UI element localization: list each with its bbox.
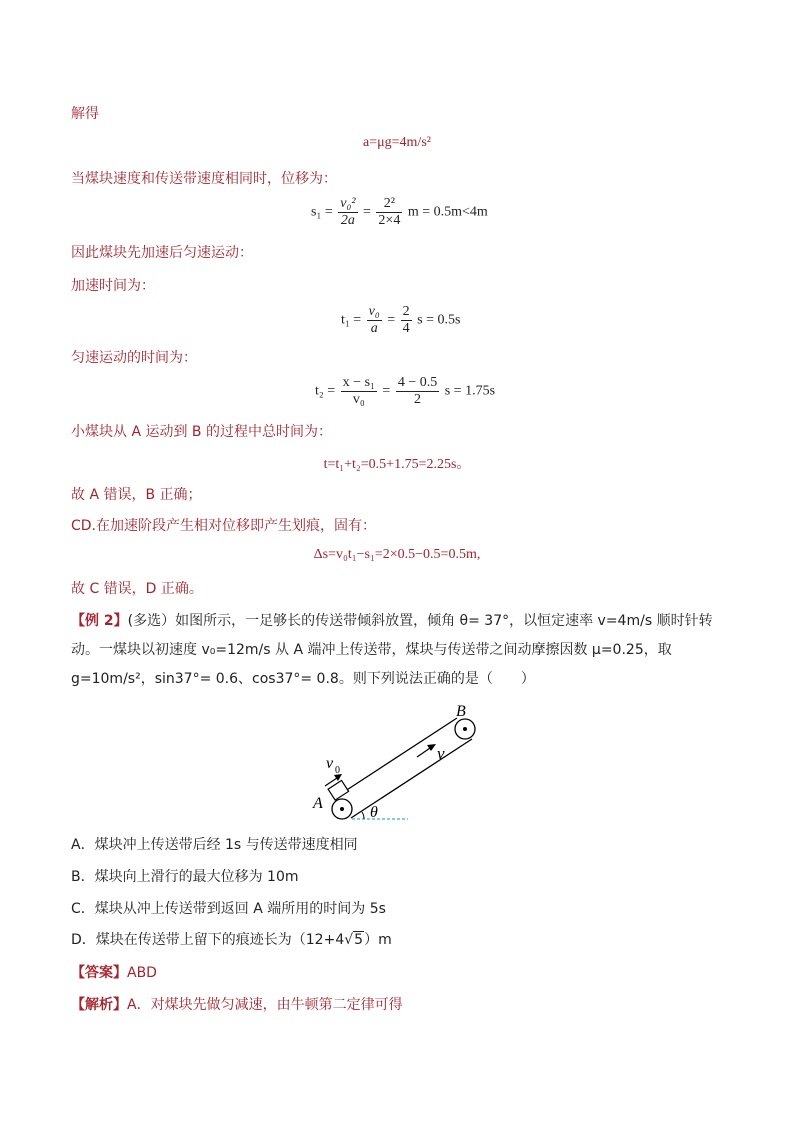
equation-t1: t₁ = $\frac{\text{v₀}}{a}$ = $\frac{2}{4}$ s = 0.5s [341, 304, 461, 336]
eq3-tail: s = 0.5s [417, 312, 461, 328]
eq2-frac1: $\frac{\text{v₀²}}{2a}$ [340, 196, 356, 228]
text-therefore: 因此煤块先加速后匀速运动： [71, 245, 253, 261]
option-c: C．煤块从冲上传送带到返回 A 端所用的时间为 5s [71, 901, 386, 917]
option-a: A．煤块冲上传送带后经 1s 与传送带速度相同 [71, 837, 358, 853]
text-jiede: 解得 [71, 106, 99, 122]
label-theta: θ [370, 804, 378, 821]
eq2-left: s₁ = [311, 204, 333, 220]
theta-arc [362, 812, 364, 819]
answer-value: ABD [127, 965, 157, 981]
sqrt-icon: √ [344, 932, 354, 948]
option-d [71, 929, 392, 949]
text-when-same-speed: 当煤块速度和传送带速度相同时，位移为： [71, 171, 337, 187]
analysis-tag: 【解析】 [71, 997, 127, 1013]
eq3-frac1: $\frac{\text{v₀}}{a}$ [368, 304, 380, 336]
text-accel-time: 加速时间为： [71, 278, 155, 294]
eq3-left: t₁ = [341, 312, 362, 328]
pulley-b-axle [463, 727, 467, 731]
eq4-tail: s = 1.75s [444, 383, 496, 399]
eq3-frac2: $\frac{2}{4}$ [402, 304, 410, 336]
text-cd-note: CD.在加速阶段产生相对位移即产生划痕，固有： [71, 518, 377, 534]
equation-s1: s₁ = $\frac{\text{v₀²}}{2a}$ = $\frac{\text{2²}}{2\times 4}$ m = 0.5m<4m [311, 196, 488, 228]
eq4-frac1: $\frac{\text{x − s₁}}{\text{v₀}}$ [342, 375, 375, 407]
conveyor-belt-figure [300, 695, 500, 825]
eq4-frac2: $\frac{4 - 0.5}{2}$ [397, 375, 438, 407]
text-uniform-time: 匀速运动的时间为： [71, 350, 197, 366]
analysis-text: A．对煤块先做匀减速，由牛顿第二定律可得 [127, 997, 403, 1013]
eq2-frac2: $\frac{\text{2²}}{2\times 4}$ [378, 196, 401, 228]
option-b: B．煤块向上滑行的最大位移为 10m [71, 869, 299, 885]
equation-scratch: Δs=v₀t₁−s₁=2×0.5−0.5=0.5m, [313, 547, 481, 562]
label-v0-subscript: 0 [335, 765, 340, 776]
label-v0: v [326, 755, 334, 772]
equation-total-time: t=t₁+t₂=0.5+1.75=2.25s。 [323, 457, 471, 472]
text-total-time: 小煤块从 A 运动到 B 的过程中总时间为： [71, 424, 332, 440]
option-d-prefix: D．煤块在传送带上留下的痕迹长为（12+4 [71, 932, 345, 948]
v-arrowhead [427, 744, 436, 751]
example-2-paragraph [71, 607, 726, 694]
equation-t2: t₂ = $\frac{\text{x − s₁}}{\text{v₀}}$ = $\frac{4 - 0.5}{2}$ s = 1.75s [315, 375, 496, 407]
text-verdict-cd: 故 C 错误，D 正确。 [71, 581, 203, 597]
eq2-tail: m = 0.5m<4m [407, 204, 488, 220]
text-verdict-ab: 故 A 错误，B 正确； [71, 487, 202, 503]
label-b: B [456, 703, 466, 720]
option-d-suffix: ）m [364, 932, 392, 948]
answer-line [71, 962, 157, 982]
label-a: A [313, 795, 323, 812]
analysis-line [71, 994, 403, 1014]
pulley-a-axle [340, 807, 344, 811]
answer-tag: 【答案】 [71, 965, 127, 981]
option-d-radicand: 5 [354, 932, 364, 948]
label-v: v [437, 744, 445, 763]
equation-acceleration: a=μg=4m/s² [363, 135, 431, 150]
coal-block [328, 780, 348, 800]
example-tag: 【例 2】 [71, 613, 128, 629]
eq4-left: t₂ = [315, 383, 336, 399]
example-text: (多选）如图所示，一足够长的传送带倾斜放置，倾角 θ= 37°，以恒定速率 v=4m/s 顺时针转动。一煤块以初速度 v₀=12m/s 从 A 端冲上传送带，煤块与传送带之间动摩擦因数 μ=0.25，取 g=10m/s²，sin37°= 0.6、cos37°= 0.8。则下列说法正确的是（ ） [71, 613, 713, 687]
